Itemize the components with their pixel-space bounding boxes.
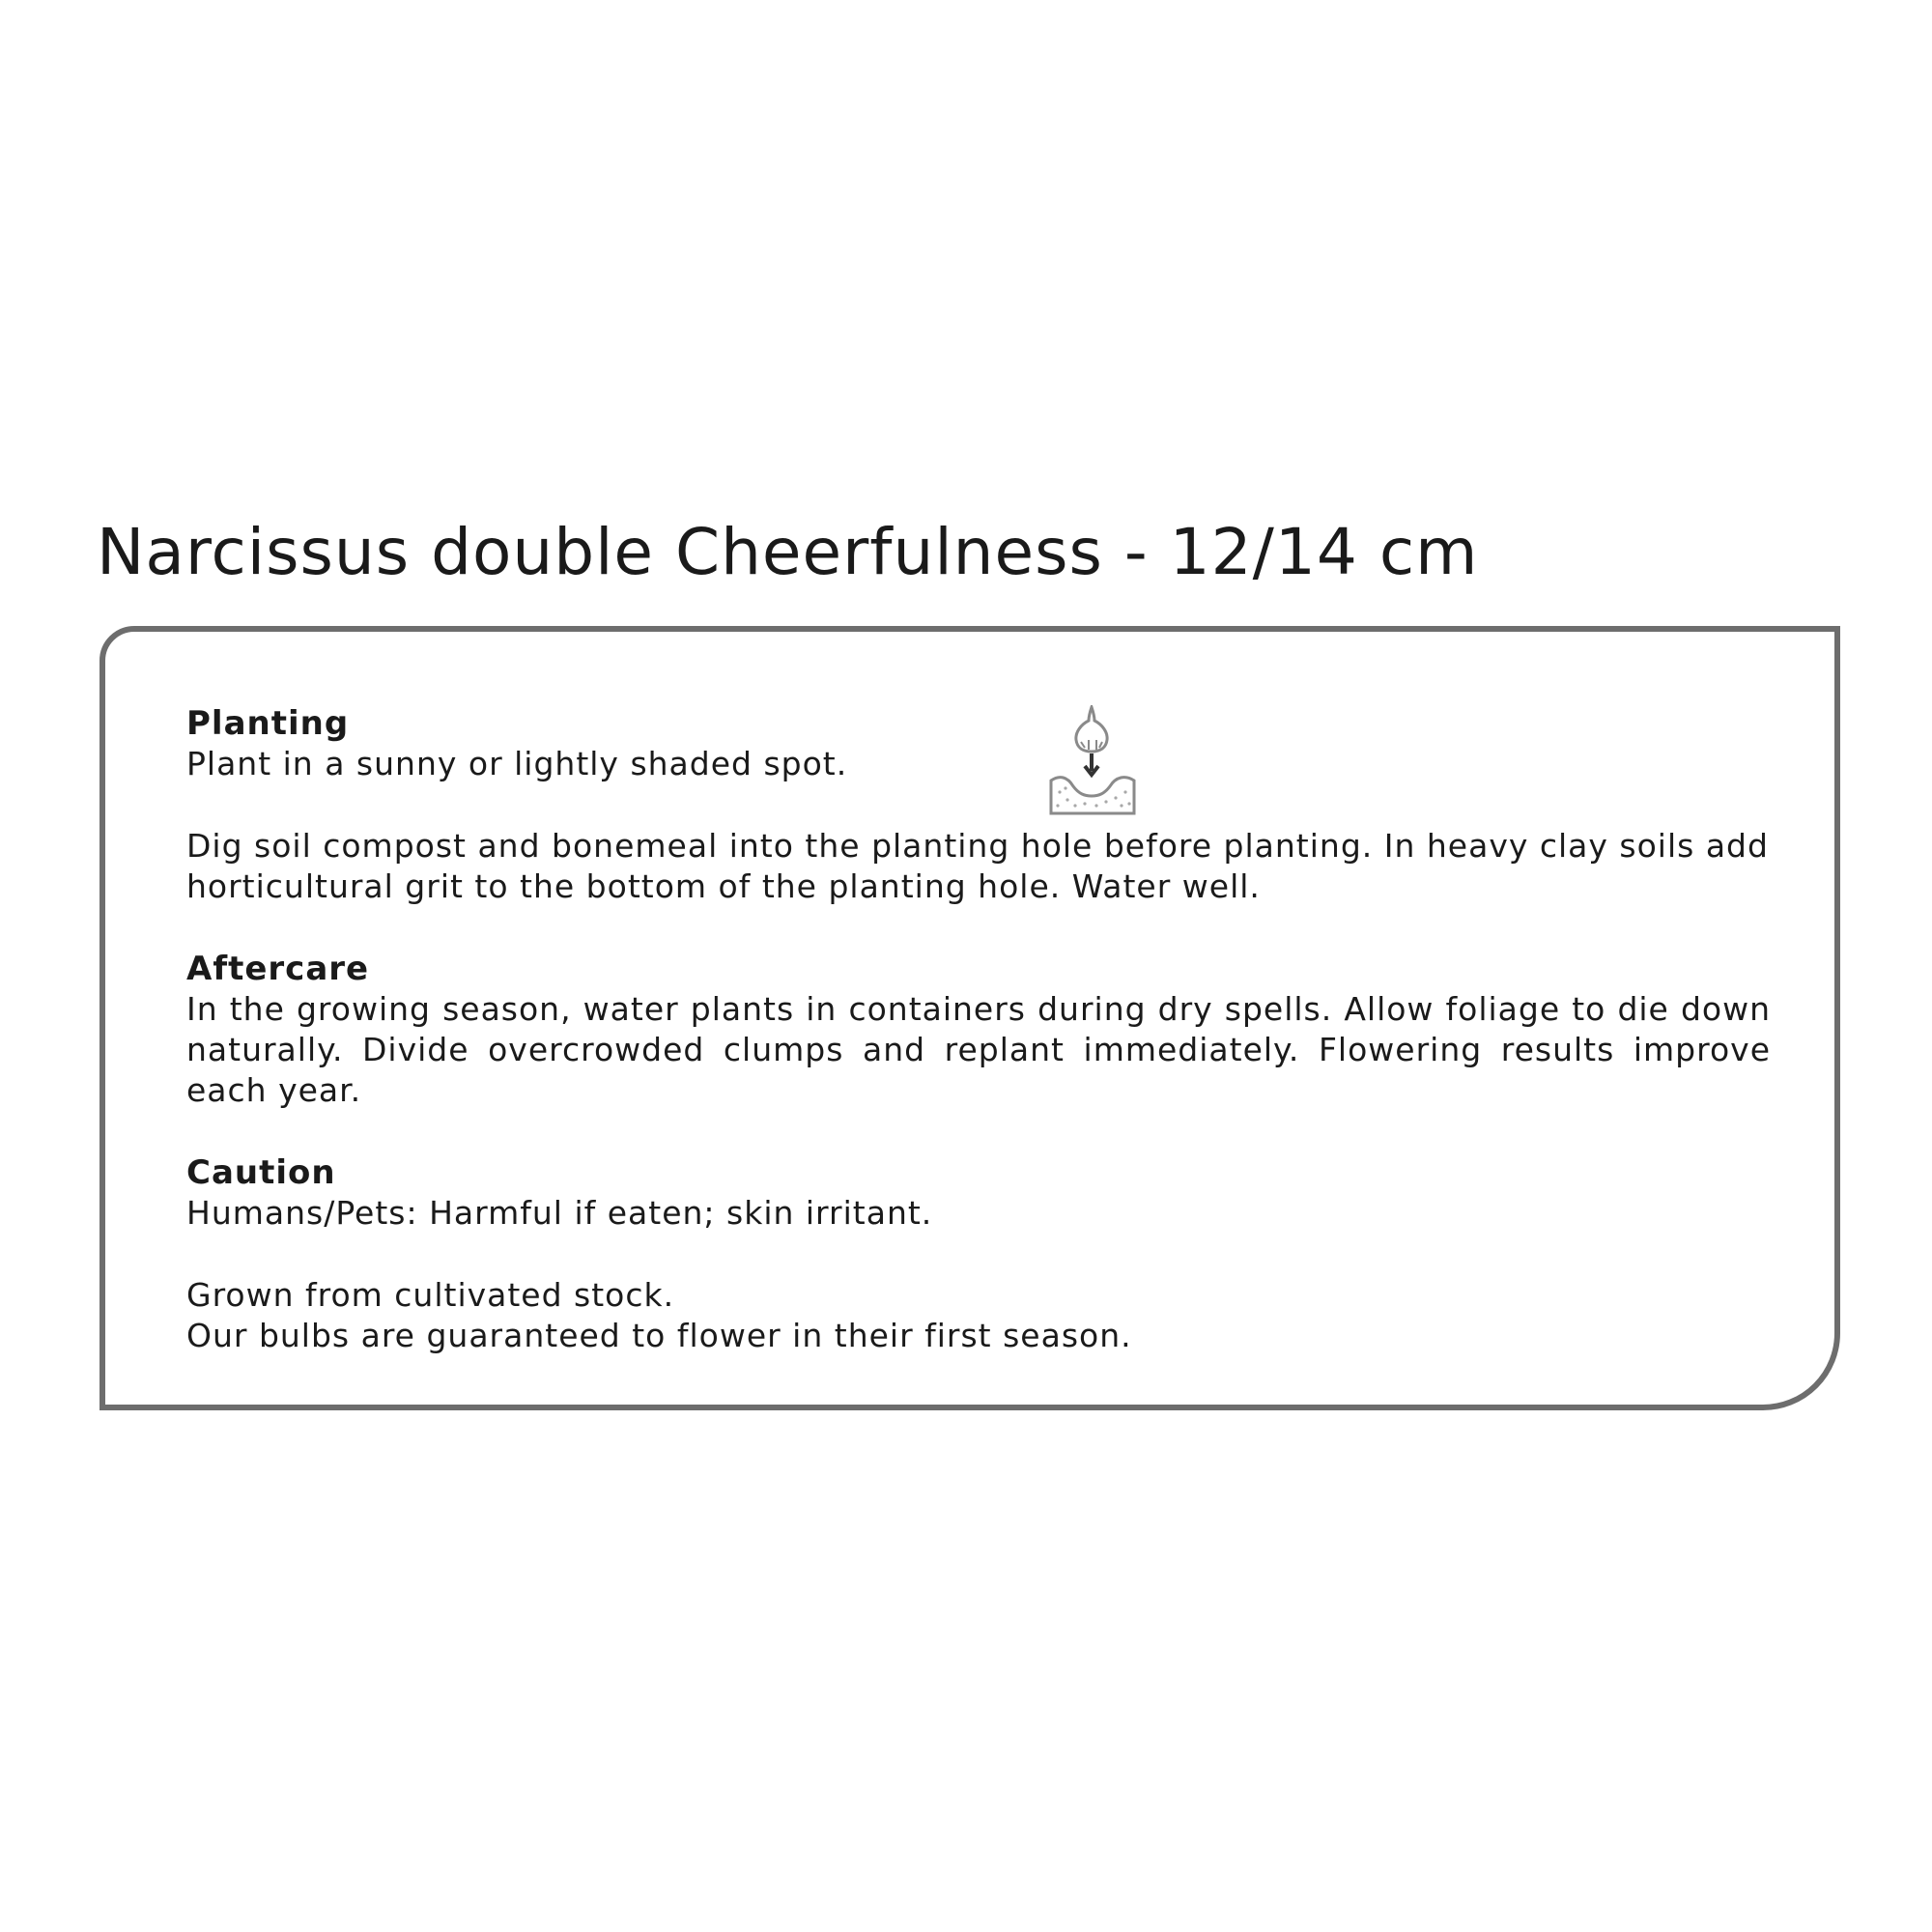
info-card [99,626,1840,1410]
bulb-planting-icon [1046,705,1139,817]
planting-details: Dig soil compost and bonemeal into the planting hole before planting. In heavy clay soils add horticultural grit to the bottom of the planting hole. Water well. [186,827,1769,905]
planting-heading: Planting [186,704,350,743]
info-card-content [186,703,1771,1356]
planting-first-line [186,744,847,784]
planting-instruction: Plant in a sunny or lightly shaded spot. [186,745,848,782]
page-title: Narcissus double Cheerfulness - 12/14 cm [97,515,1479,589]
footer-stock-note: Grown from cultivated stock. [186,1276,675,1314]
aftercare-details: In the growing season, water plants in containers during dry spells. Allow foliage to die down naturally. Divide overcrowded clumps and replant immediately. Flowering results improve each year. [186,990,1771,1109]
caution-heading: Caution [186,1153,336,1192]
aftercare-heading: Aftercare [186,950,370,988]
footer-guarantee-note: Our bulbs are guaranteed to flower in their first season. [186,1317,1132,1354]
caution-details: Humans/Pets: Harmful if eaten; skin irritant. [186,1194,933,1232]
